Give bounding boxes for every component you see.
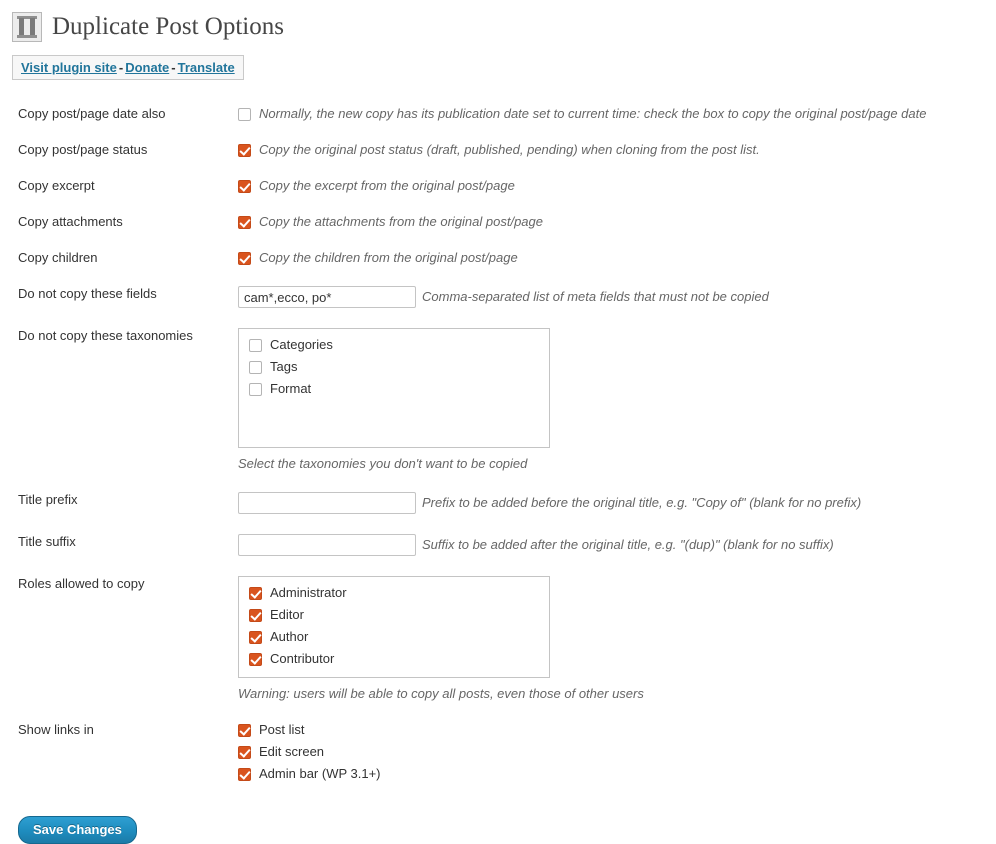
- title-prefix-input[interactable]: [238, 492, 416, 514]
- checkbox-copy-attachments[interactable]: [238, 216, 251, 229]
- translate-link[interactable]: Translate: [177, 60, 235, 75]
- label-copy-excerpt: Copy excerpt: [18, 178, 95, 193]
- checkbox-copy-children[interactable]: [238, 252, 251, 265]
- checkbox-taxonomy-tags[interactable]: [249, 361, 262, 374]
- role-option-label: Editor: [270, 607, 304, 622]
- duplicate-post-icon: [12, 12, 42, 42]
- taxonomy-option-label: Categories: [270, 337, 333, 352]
- link-separator-1: -: [118, 60, 124, 75]
- row-title-prefix: [0, 482, 990, 524]
- checkbox-role-author[interactable]: [249, 631, 262, 644]
- taxonomies-listbox[interactable]: [238, 328, 550, 448]
- page-header: [0, 10, 996, 42]
- row-copy-status: [0, 132, 990, 168]
- taxonomy-option-label: Tags: [270, 359, 298, 374]
- checkbox-show-links-admin-bar[interactable]: [238, 768, 251, 781]
- plugin-links-box: [12, 55, 244, 80]
- roles-listbox[interactable]: [238, 576, 550, 678]
- role-option-label: Contributor: [270, 651, 335, 666]
- row-copy-attachments: [0, 204, 990, 240]
- label-copy-attachments: Copy attachments: [18, 214, 123, 229]
- visit-plugin-site-link[interactable]: Visit plugin site: [21, 60, 117, 75]
- label-roles-allowed: Roles allowed to copy: [18, 576, 145, 591]
- role-option-contributor[interactable]: [249, 651, 549, 667]
- checkbox-show-links-post-list[interactable]: [238, 724, 251, 737]
- role-option-label: Administrator: [270, 585, 347, 600]
- desc-copy-excerpt: Copy the excerpt from the original post/page: [259, 178, 515, 193]
- label-no-copy-fields: Do not copy these fields: [18, 286, 157, 301]
- submit-area: [0, 798, 996, 844]
- desc-title-prefix: Prefix to be added before the original title, e.g. "Copy of" (blank for no prefix): [422, 495, 862, 510]
- link-separator-2: -: [171, 60, 176, 75]
- role-option-editor[interactable]: [249, 607, 549, 623]
- desc-copy-date: Normally, the new copy has its publication date set to current time: check the box to copy the original post/page date: [259, 106, 927, 121]
- row-copy-date: [0, 96, 990, 132]
- desc-copy-children: Copy the children from the original post/page: [259, 250, 518, 265]
- page-title: Duplicate Post Options: [52, 13, 284, 40]
- taxonomy-option-label: Format: [270, 381, 312, 396]
- show-links-option-post-list[interactable]: [238, 722, 980, 738]
- desc-copy-attachments: Copy the attachments from the original post/page: [259, 214, 543, 229]
- checkbox-taxonomy-format[interactable]: [249, 383, 262, 396]
- taxonomy-option-format[interactable]: [249, 381, 549, 397]
- row-title-suffix: [0, 524, 990, 566]
- checkbox-role-editor[interactable]: [249, 609, 262, 622]
- row-show-links-in: [0, 712, 990, 798]
- label-copy-date: Copy post/page date also: [18, 106, 166, 121]
- show-links-option-admin-bar[interactable]: [238, 766, 980, 782]
- show-links-option-label: Admin bar (WP 3.1+): [259, 766, 381, 781]
- show-links-option-label: Edit screen: [259, 744, 325, 759]
- row-no-copy-taxonomies: [0, 318, 990, 482]
- label-copy-status: Copy post/page status: [18, 142, 148, 157]
- label-title-suffix: Title suffix: [18, 534, 76, 549]
- checkbox-copy-excerpt[interactable]: [238, 180, 251, 193]
- taxonomy-option-tags[interactable]: [249, 359, 549, 375]
- role-option-administrator[interactable]: [249, 585, 549, 601]
- desc-no-copy-fields: Comma-separated list of meta fields that must not be copied: [422, 289, 769, 304]
- checkbox-copy-date[interactable]: [238, 108, 251, 121]
- label-title-prefix: Title prefix: [18, 492, 78, 507]
- label-copy-children: Copy children: [18, 250, 98, 265]
- role-option-label: Author: [270, 629, 309, 644]
- desc-title-suffix: Suffix to be added after the original title, e.g. "(dup)" (blank for no suffix): [422, 537, 834, 552]
- show-links-option-edit-screen[interactable]: [238, 744, 980, 760]
- title-suffix-input[interactable]: [238, 534, 416, 556]
- label-no-copy-taxonomies: Do not copy these taxonomies: [18, 328, 193, 343]
- donate-link[interactable]: Donate: [125, 60, 170, 75]
- checkbox-taxonomy-categories[interactable]: [249, 339, 262, 352]
- taxonomy-option-categories[interactable]: [249, 337, 549, 353]
- checkbox-copy-status[interactable]: [238, 144, 251, 157]
- row-copy-children: [0, 240, 990, 276]
- show-links-option-label: Post list: [259, 722, 305, 737]
- desc-no-copy-taxonomies: Select the taxonomies you don't want to be copied: [238, 456, 528, 471]
- save-changes-button[interactable]: Save Changes: [18, 816, 137, 844]
- desc-roles-allowed: Warning: users will be able to copy all posts, even those of other users: [238, 686, 644, 701]
- desc-copy-status: Copy the original post status (draft, published, pending) when cloning from the post list.: [259, 142, 760, 157]
- checkbox-role-contributor[interactable]: [249, 653, 262, 666]
- options-form-table: [0, 96, 990, 798]
- show-links-options: [238, 722, 980, 782]
- checkbox-show-links-edit-screen[interactable]: [238, 746, 251, 759]
- label-show-links-in: Show links in: [18, 722, 94, 737]
- row-roles-allowed: [0, 566, 990, 712]
- no-copy-fields-input[interactable]: [238, 286, 416, 308]
- role-option-author[interactable]: [249, 629, 549, 645]
- row-no-copy-fields: [0, 276, 990, 318]
- checkbox-role-administrator[interactable]: [249, 587, 262, 600]
- row-copy-excerpt: [0, 168, 990, 204]
